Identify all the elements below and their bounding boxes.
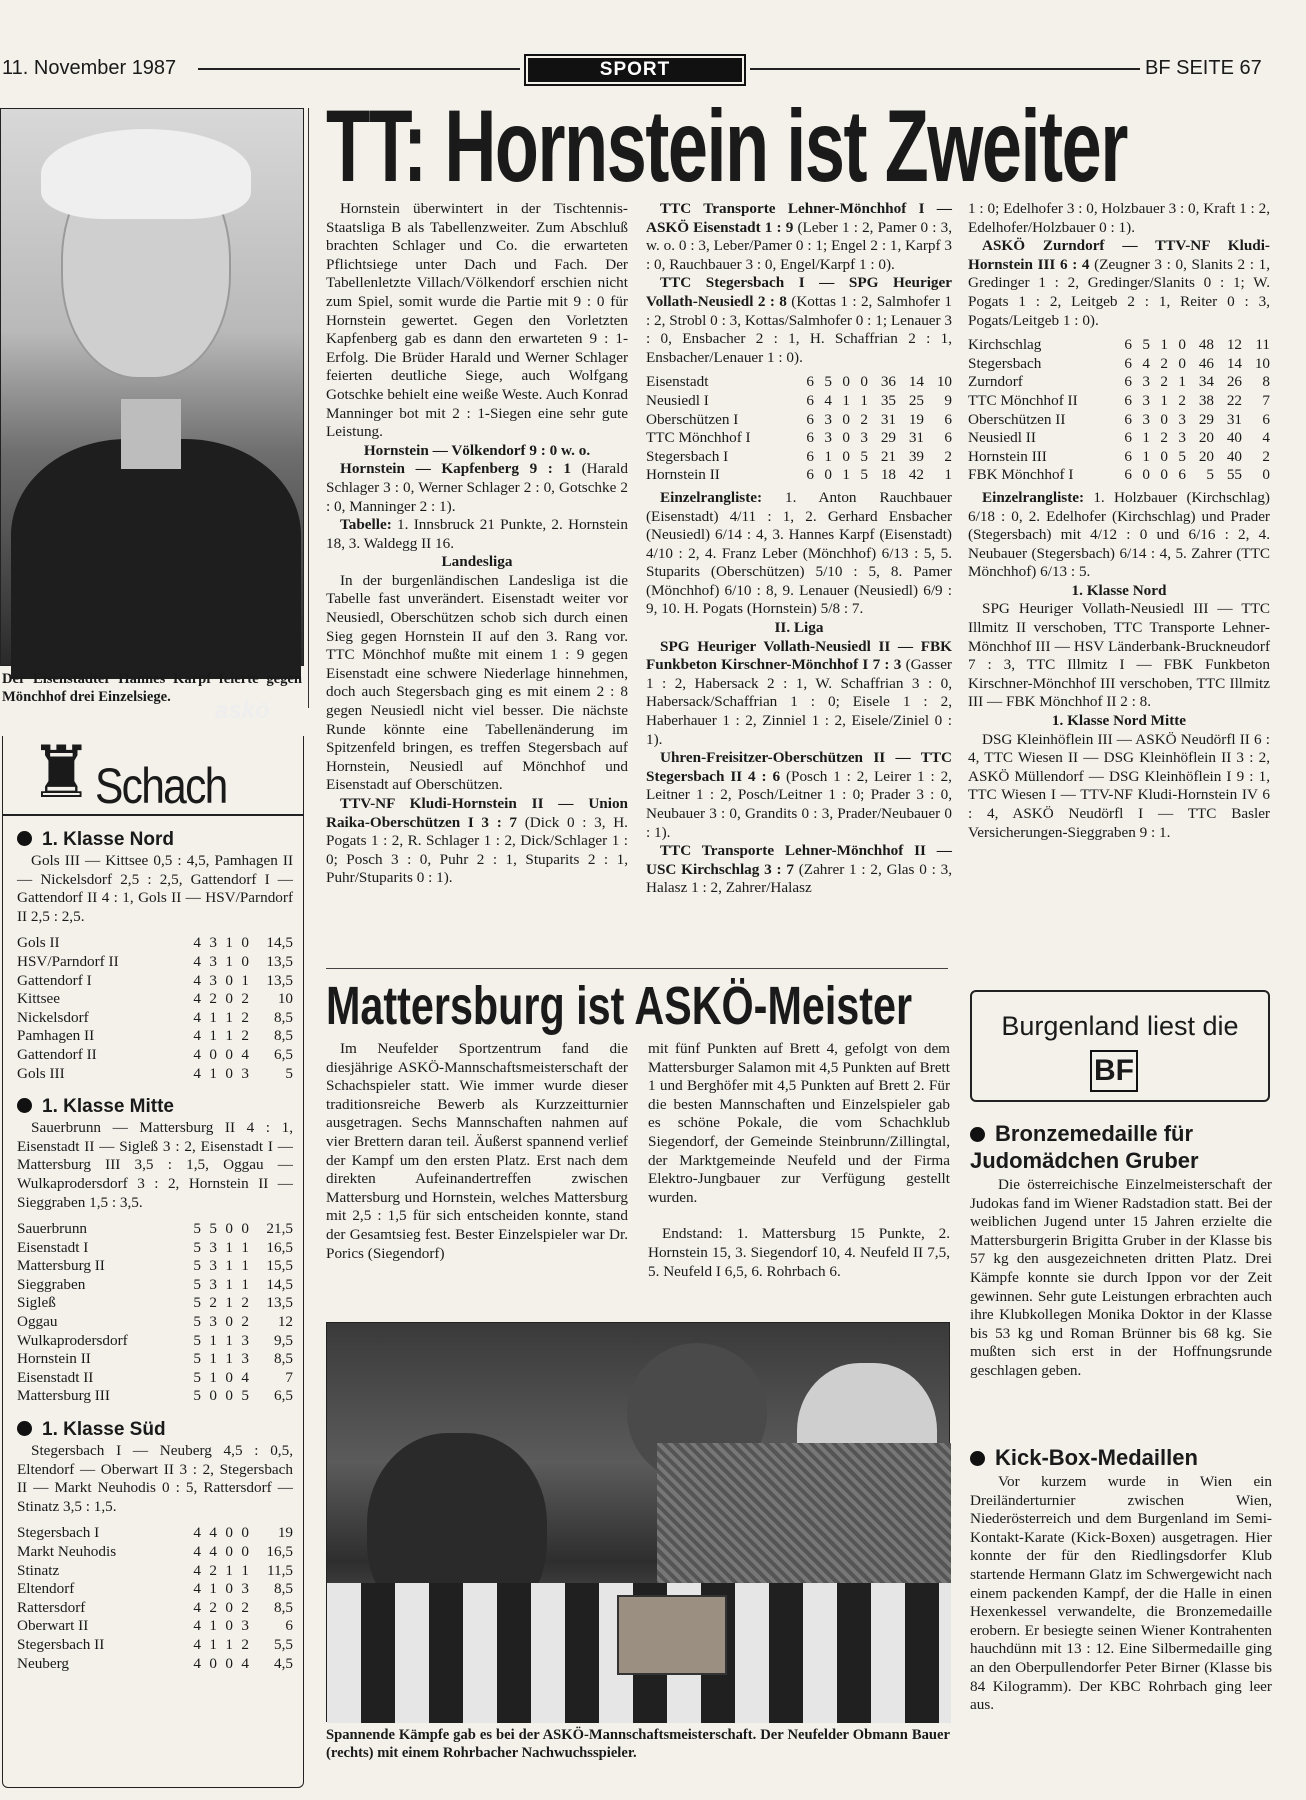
table-row: Oberschützen II 6 3 0 3 29 31 6 [968,410,1270,428]
tt-col2-reports [646,200,952,367]
kick-article: Kick-Box-Medaillen Vor kurzem wurde in Wien ein Dreiländerturnier zwischen Wien, Niederösterreich und dem Burgenland im Semi-Kontakt-Karate (Kick-Boxen) ausgetragen. Hier konnte der für den Riedlingsdorfer Klub startende Hermann Glatz im Schwergewicht nach einem packenden Kampf, der die Halle in einen Hexenkessel verwandelte, die Bronzemedaille erobern. Er besiegte seinen Wiener Kontrahenten hauchdünn mit 13 : 12. Eine Silbermedaille ging an den Oberpullendorfer Peter Birner (Klasse bis 84 Kilogramm). Der KBC Rohrbach ging leer aus. [970,1445,1272,1714]
schach-nord-heading: 1. Klasse Nord [17,828,293,852]
schach-mitte-results: Sauerbrunn — Mattersburg II 4 : 1, Eisenstadt II — Sigleß 3 : 2, Eisenstadt I — Mattersburg III 3,5 : 1,5, Oggau — Wulkaprodersdorf 3 : 2, Hornstein II — Sieggraben 1,5 : 3,5. [17,1119,293,1211]
paragraph: DSG Kleinhöflein III — ASKÖ Neudörfl II 6 : 4, TTC Wiesen II — DSG Kleinhöflein II 3 : 2, ASKÖ Müllendorf — DSG Kleinhöflein I 9 : 1, TTC Wiesen I — TTV-NF Kludi-Hornstein IV 6 : 4, ASKÖ Neudörfl I — TTC Basler Versicherungen-Sieggraben 9 : 1. [968,730,1270,841]
tt-column-2 [646,200,952,898]
table-row: Stegersbach I 6 1 0 5 21 39 2 [646,447,952,465]
table-row: Rattersdorf 4 2 0 2 8,5 [17,1598,293,1616]
table-row: Neuberg 4 0 0 4 4,5 [17,1654,293,1672]
table-row: Stinatz 4 2 1 1 11,5 [17,1561,293,1579]
matt-column-1: Im Neufelder Sportzentrum fand die diesjährige ASKÖ-Mannschaftsmeisterschaft der Schachspieler statt. Wie immer wurde dieser traditionsreiche Bewerb als Kurzzeitturnier ausgetragen. Sechs Mannschaften nahmen auf vier Brettern daran teil. Äußerst spannend verlief der Kampf um den ersten Platz. Erst nach dem direkten Aufeinandertreffen zwischen Mattersburg und Hornstein, welches Mattersburg mit 2,5 : 1,5 für sich entscheiden konnte, stand der Gesamtsieg fest. Bester Einzelspieler war Dr. Porics (Siegendorf) [326,1040,628,1262]
table-row: Gattendorf II 4 0 0 4 6,5 [17,1045,293,1063]
tt-column-3 [968,200,1270,842]
paragraph: II. Liga [774,619,824,637]
table-row: Mattersburg II 5 3 1 1 15,5 [17,1257,293,1275]
paragraph: TTC Stegersbach I — SPG Heuriger Vollath-Neusiedl 2 : 8 (Kottas 1 : 2, Salmhofer 1 : 2, Strobl 0 : 3, Kottas/Salmhofer 0 : 1; Lenauer 3 : 0, Ensbacher 2 : 1, H. Schaffrian 2 : 1, Ensbacher/Lenauer 1 : 0). [646,274,952,366]
paragraph: TTC Transporte Lehner-Mönchhof II — USC Kirchschlag 3 : 7 (Zahrer 1 : 2, Glas 0 : 3, Halasz 1 : 2, Zahrer/Halasz [646,842,952,897]
table-row: Zurndorf 6 3 2 1 34 26 8 [968,373,1270,391]
table-row: Gattendorf I 4 3 0 1 13,5 [17,971,293,989]
paragraph: Einzelrangliste: 1. Holzbauer (Kirchschlag) 6/18 : 0, 2. Edelhofer (Kirchschlag) und Prader (Stegersbach) mit 4/12 : 0 und 6/16 : 2, 4. Neubauer (Stegersbach) 6/14 : 4, 5. Zahrer (TTC Mönchhof) 6/13 : 5. [968,488,1270,581]
chess-photo [326,1322,950,1722]
paragraph: Tabelle: 1. Innsbruck 21 Punkte, 2. Hornstein 18, 3. Waldegg II 16. [326,516,628,552]
table-row: Neusiedl I 6 4 1 1 35 25 9 [646,391,952,409]
paragraph: TTV-NF Kludi-Hornstein II — Union Raika-Oberschützen I 3 : 7 (Dick 0 : 3, H. Pogats 1 : 2, R. Schlager 1 : 2, Dick/Schlager 1 : 0; Posch 3 : 0, Puhr 2 : 1, Stuparits 2 : 1, Puhr/Stuparits 0 : 1). [326,795,628,887]
table-row: Nickelsdorf 4 1 1 2 8,5 [17,1008,293,1026]
schach-box [2,730,304,1788]
bf-advert: Burgenland liest die BF [970,990,1270,1102]
schach-sued-heading: 1. Klasse Süd [17,1418,293,1442]
paragraph: TTC Transporte Lehner-Mönchhof I — ASKÖ Eisenstadt 1 : 9 (Leber 1 : 2, Pamer 0 : 3, w. o. 0 : 3, Leber/Pamer 0 : 1; Engel 2 : 1, Karpf 3 : 0, Rauchbauer 3 : 0, Engel/Karpf 1 : 0). [646,200,952,273]
paragraph: Hornstein — Kapfenberg 9 : 1 (Harald Schlager 3 : 0, Werner Schlager 2 : 0, Gotschke 2 : 0, Manninger 2 : 1). [326,460,628,515]
tt-column-1 [326,200,628,888]
table-row: Kittsee 4 2 0 2 10 [17,990,293,1008]
paragraph: Uhren-Freisitzer-Oberschützen II — TTC Stegersbach II 4 : 6 (Posch 1 : 2, Leirer 1 : 2, Leitner 1 : 2, Posch/Leitner 1 : 0; Prader 3 : 0, Neubauer 3 : 0, Grandits 0 : 3, Prader/Neubauer 0 : 1). [646,749,952,841]
tt-headline: TT: Hornstein ist Zweiter [326,89,1127,203]
paragraph: Hornstein — Völkendorf 9 : 0 w. o. [363,441,591,459]
photo-column-rule [308,108,309,708]
table-row: Sigleß 5 2 1 2 13,5 [17,1294,293,1312]
schach-nord-table [17,934,293,1083]
table-row: Pamhagen II 4 1 1 2 8,5 [17,1027,293,1045]
table-row: Neusiedl II 6 1 2 3 20 40 4 [968,429,1270,447]
table-row: Stegersbach II 4 1 1 2 5,5 [17,1635,293,1653]
kick-heading: Kick-Box-Medaillen [970,1444,1272,1471]
schach-sued-results: Stegersbach I — Neuberg 4,5 : 0,5, Eltendorf — Oberwart II 3 : 2, Stegersbach II — Markt Neuhodis 0 : 5, Rattersdorf — Stinatz 3,5 : 1,5. [17,1442,293,1515]
tt-col3-more [968,489,1270,842]
header-rule-left [198,68,520,70]
matt-column-2: mit fünf Punkten auf Brett 4, gefolgt von dem Mattersburger Salamon mit 4,5 Punkten auf Brett 1 und Berghöfer mit 4,5 Punkten auf Brett 2. Für die besten Mannschaften und Einzelspieler gab es schöne Pokale, die vom Schachklub Siegendorf, der Gemeinde Steinbrunn/Zillingtal, der Marktgemeinde Neufeld und der Firma Elektro-Jungbauer zur Verfügung gestellt wurden. Endstand: 1. Mattersburg 15 Punkte, 2. Hornstein 15, 3. Siegendorf 10, 4. Neufeld II 7,5, 5. Neufeld I 6,5, 6. Rohrbach 6. [648,1040,950,1280]
paragraph: SPG Heuriger Vollath-Neusiedl III — TTC Illmitz II verschoben, TTC Transporte Lehner-Mönchhof III — HSV Länderbank-Bruckneudorf 7 : 3, TTC Illmitz I — FBK Funkbeton Kirschner-Mönchhof III verschoben, TTC Illmitz III — FBK Mönchhof II 2 : 8. [968,600,1270,711]
table-row: Wulkaprodersdorf 5 1 1 3 9,5 [17,1331,293,1349]
table-row: TTC Mönchhof II 6 3 1 2 38 22 7 [968,391,1270,409]
tt-headline-box [326,89,1270,203]
section-label: SPORT [524,54,746,86]
header-rule-right [750,68,1140,70]
landesliga-table [646,373,952,485]
schach-nord-results: Gols III — Kittsee 0,5 : 4,5, Pamhagen II — Nickelsdorf 2,5 : 2,5, Gattendorf I — Gattendorf II 4 : 1, Gols II — HSV/Parndorf II 2,5 : 2,5. [17,852,293,925]
paragraph: 1. Klasse Nord [1071,581,1167,599]
table-row: Hornstein III 6 1 0 5 20 40 2 [968,447,1270,465]
chess-photo-caption: Spannende Kämpfe gab es bei der ASKÖ-Mannschaftsmeisterschaft. Der Neufelder Obmann Bauer (rechts) mit einem Rohrbacher Nachwuchsspieler. [326,1727,950,1761]
issue-date: 11. November 1987 [2,57,177,79]
table-row: FBK Mönchhof I 6 0 0 6 5 55 0 [968,466,1270,484]
table-row: Hornstein II 5 1 1 3 8,5 [17,1350,293,1368]
table-row: TTC Mönchhof I 6 3 0 3 29 31 6 [646,429,952,447]
schach-mitte-table [17,1220,293,1406]
schach-title: Schach [95,758,227,814]
matt-headline: Mattersburg ist ASKÖ-Meister [326,976,913,1036]
paragraph: SPG Heuriger Vollath-Neusiedl II — FBK Funkbeton Kirschner-Mönchhof I 7 : 3 (Gasser 1 : 2, Habersack 2 : 1, W. Schaffrian 3 : 0, Habersack/Schaffrian 1 : 0; Eisele 1 : 2, Haberhauer 1 : 2, Zinniel 1 : 2, Eisele/Ziniel 0 : 1). [646,637,952,748]
table-row: Markt Neuhodis 4 4 0 0 16,5 [17,1543,293,1560]
section-divider [326,968,948,969]
liga2-table [968,336,1270,485]
table-row: Gols II 4 3 1 0 14,5 [17,934,293,952]
table-row: Mattersburg III 5 0 0 5 6,5 [17,1387,293,1405]
table-row: Eltendorf 4 1 0 3 8,5 [17,1580,293,1598]
paragraph: 1 : 0; Edelhofer 3 : 0, Holzbauer 3 : 0, Kraft 1 : 2, Edelhofer/Holzbauer 0 : 1). [968,200,1270,236]
chess-rook-icon: ♜ [29,730,94,814]
table-row: Sieggraben 5 3 1 1 14,5 [17,1275,293,1293]
table-row: Eisenstadt II 5 1 0 4 7 [17,1368,293,1386]
judo-article: Bronzemedaille für Judomädchen Gruber Die österreichische Einzelmeisterschaft der Judokas fand im Wiener Radstadion statt. Bei der weiblichen Jugend unter 15 Jahren erzielte die Mattersburgerin Brigitta Gruber in der Klasse bis 57 kg den ausgezeichneten dritten Platz. Drei Kämpfe konnte sie durch Ippon vor der Zeit gewinnen. Sehr gute Leistungen erbrachten auch ihre Klubkollegen Monika Doktor in der Klasse bis 53 kg und Roman Brünner bis 68 kg. Sie mußten sich erst in der Hoffnungsrunde geschlagen geben. [970,1121,1272,1379]
bf-logo: BF [1090,1050,1138,1092]
schach-sued-table [17,1524,293,1673]
table-row: Stegersbach 6 4 2 0 46 14 10 [968,354,1270,372]
table-row: Gols III 4 1 0 3 5 [17,1064,293,1082]
table-row: HSV/Parndorf II 4 3 1 0 13,5 [17,952,293,970]
schach-mitte-heading: 1. Klasse Mitte [17,1095,293,1119]
table-row: Oberwart II 4 1 0 3 6 [17,1617,293,1635]
table-row: Kirchschlag 6 5 1 0 48 12 11 [968,336,1270,354]
paragraph: Landesliga [441,553,513,571]
askoe-logo: askö [215,697,270,724]
paragraph: Hornstein überwintert in der Tischtennis-Staatsliga B als Tabellenzweiter. Zum Abschluß brachten Schlager und Co. die erwarteten Pflichtsiege unter Dach und Fach. Der Tabellenletzte Villach/Völkendorf erschien nicht zum Spiel, somit wurde die Partie mit 9 : 0 für Hornstein gewertet. Gegen den Vorletzten Kapfenberg gab es dann den erwarteten 9 : 1-Erfolg. Die Brüder Harald und Werner Schlager feierten deutliche Siege, auch Wolfgang Gotschke behielt eine weiße Weste. Auch Konrad Manninger bot mit 2 : 1-Siegen eine sehr gute Leistung. [326,200,628,441]
paragraph: 1. Klasse Nord Mitte [1051,712,1187,730]
judo-heading: Bronzemedaille für Judomädchen Gruber [970,1121,1199,1173]
tt-col2-more [646,489,952,898]
portrait-caption: Der Eisenstädter Hannes Karpf feierte gegen Mönchhof drei Einzelsiege. [2,671,302,705]
table-row: Eisenstadt I 5 3 1 1 16,5 [17,1238,293,1256]
matt-endstand: Endstand: 1. Mattersburg 15 Punkte, 2. Hornstein 15, 3. Siegendorf 10, 4. Neufeld II 7,5, 5. Neufeld I 6,5, 6. Rohrbach 6. [648,1225,950,1280]
paragraph: ASKÖ Zurndorf — TTV-NF Kludi-Hornstein III 6 : 4 (Zeugner 3 : 0, Slanits 2 : 1, Gredinger 1 : 2, Gredinger/Slanits 0 : 1; W. Pogats 1 : 2, Leitgeb 2 : 1, Reiter 0 : 3, Pogats/Leitgeb 1 : 0). [968,237,1270,329]
paragraph: Einzelrangliste: 1. Anton Rauchbauer (Eisenstadt) 4/11 : 1, 2. Gerhard Ensbacher (Neusiedl) 6/14 : 4, 3. Hannes Karpf (Eisenstadt) 4/10 : 2, 4. Franz Leber (Mönchhof) 6/13 : 5, 5. Stuparits (Oberschützen) 5/10 : 5, 8. Pamer (Mönchhof) 6/10 : 8, 9. Lenauer (Neusiedl) 6/9 : 9, 10. H. Pogats (Hornstein) 5/8 : 7. [646,488,952,618]
paragraph: In der burgenländischen Landesliga ist die Tabelle fast unverändert. Eisenstadt weiter vor Neusiedl, Oberschützen schob sich durch einen Sieg gegen Hornstein II auf den 3. Rang vor. TTC Mönchhof mußte mit einem 1 : 9 gegen Eisenstadt eine schwere Niederlage hinnehmen, doch auch Stegersbach ging es mit einem 2 : 8 gegen Neusiedl nicht viel besser. Die nächste Runde könnte eine Tabellenänderung im Spitzenfeld bringen, es treffen Stegersbach auf Hornstein, Neusiedl auf Mönchhof und Eisenstadt auf Oberschützen. [326,571,628,794]
table-row: Sauerbrunn 5 5 0 0 21,5 [17,1220,293,1238]
table-row: Eisenstadt 6 5 0 0 36 14 10 [646,373,952,391]
tt-col3-reports [968,200,1270,330]
table-row: Hornstein II 6 0 1 5 18 42 1 [646,466,952,484]
matt-headline-box [326,976,956,1036]
table-row: Stegersbach I 4 4 0 0 19 [17,1524,293,1542]
table-row: Oggau 5 3 0 2 12 [17,1313,293,1331]
table-row: Oberschützen I 6 3 0 2 31 19 6 [646,410,952,428]
page-number: BF SEITE 67 [1145,57,1262,79]
